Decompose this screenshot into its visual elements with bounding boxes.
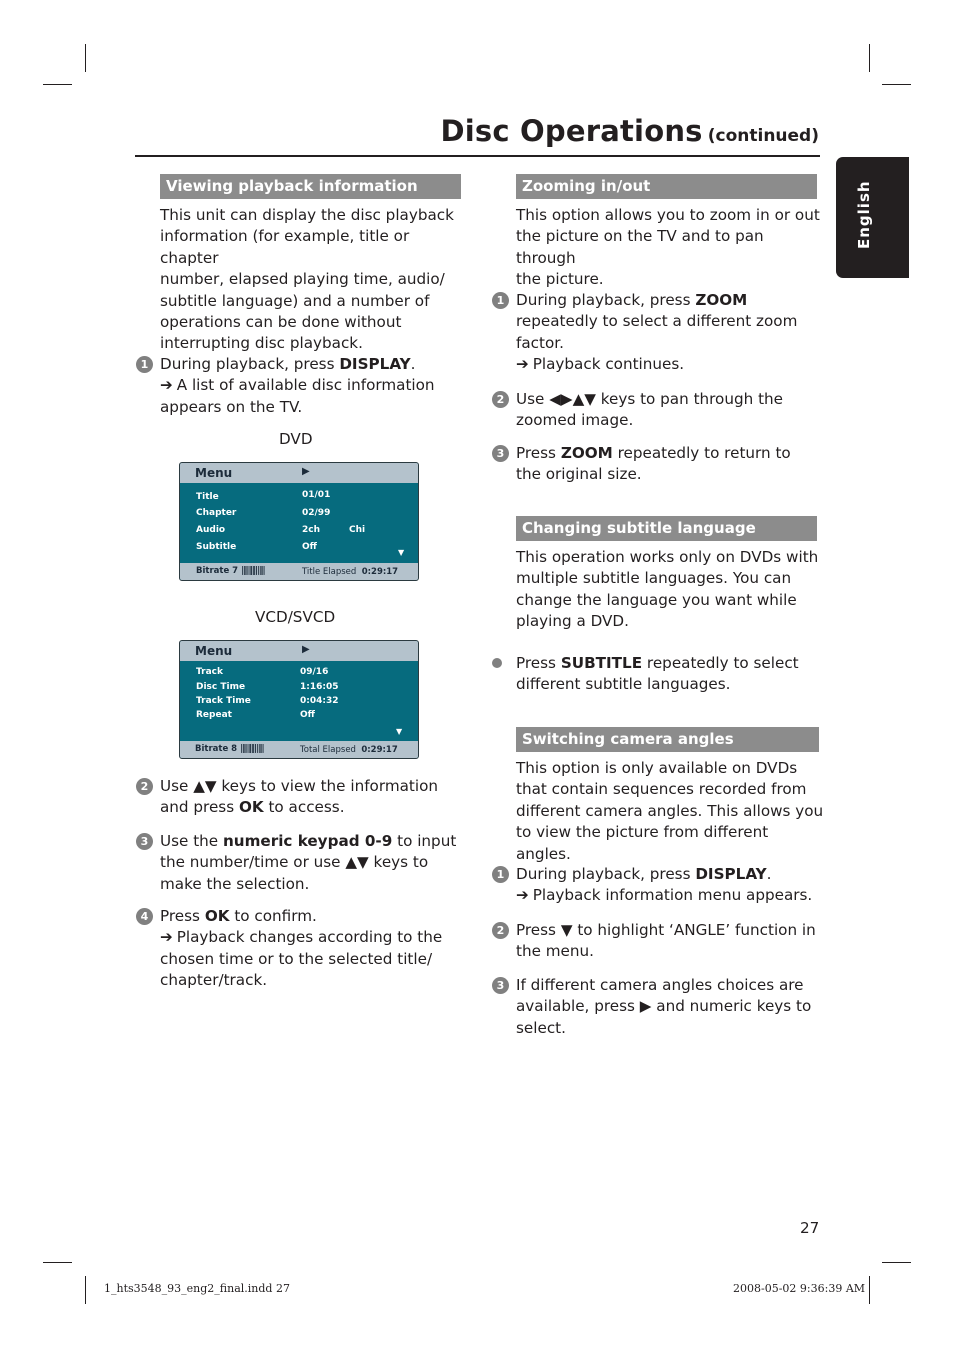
angles-step-3: If different camera angles choices are available, press ▶ and numeric keys to select. — [516, 976, 812, 1037]
step-number: 1 — [492, 292, 509, 309]
screen-row-value: 09/16 — [300, 667, 329, 677]
arrow-keys-icon: ◀▶▲▼ — [549, 390, 596, 408]
step-number: 3 — [136, 833, 153, 850]
viewing-step-1: During playback, press DISPLAY. ➔ A list of available disc information appears on the TV. — [160, 355, 435, 416]
screen-row-label: Audio — [196, 525, 226, 535]
screen-row-extra: Chi — [349, 525, 366, 535]
crop-mark — [85, 44, 86, 72]
crop-mark — [869, 1276, 870, 1304]
subtitle-intro: This operation works only on DVDs with multiple subtitle languages. You can change the language you want while playing a DVD. — [516, 548, 819, 631]
screen-row-label: Chapter — [196, 508, 237, 518]
vcd-info-screen — [179, 640, 419, 759]
crop-mark — [882, 1262, 911, 1263]
bitrate-meter-icon: |‖|‖‖||‖| — [241, 566, 265, 576]
page-number: 27 — [800, 1219, 820, 1237]
screen-row-value: 1:16:05 — [300, 682, 339, 692]
screen-header-bar — [180, 641, 418, 661]
viewing-step-4: Press OK to confirm. ➔ Playback changes according to the chosen time or to the selected title/ chapter/track. — [160, 907, 443, 990]
step-number: 3 — [492, 977, 509, 994]
step-number: 3 — [492, 445, 509, 462]
crop-mark — [869, 44, 870, 72]
zoom-step-1: During playback, press ZOOM repeatedly to select a different zoom factor. ➔ Playback continues. — [516, 291, 798, 374]
step-number: 4 — [136, 908, 153, 925]
screen-row-value: 2ch — [302, 525, 321, 535]
down-key-icon: ▼ — [560, 921, 573, 939]
step-number: 2 — [492, 391, 509, 408]
crop-mark — [85, 1276, 86, 1304]
section-heading-angles: Switching camera angles — [516, 727, 819, 752]
dvd-label: DVD — [279, 430, 313, 448]
page-title — [440, 114, 819, 148]
result-arrow-icon: ➔ — [160, 376, 173, 395]
bitrate-meter-icon: |‖|‖‖||‖| — [240, 744, 264, 754]
result-arrow-icon: ➔ — [516, 886, 529, 905]
step-number: 1 — [492, 866, 509, 883]
screen-footer-bar: Bitrate 8 |‖|‖‖||‖| Total Elapsed 0:29:17 — [180, 741, 418, 758]
language-tab-label: English — [855, 180, 873, 249]
scroll-down-icon: ▼ — [396, 727, 403, 736]
up-down-keys-icon: ▲▼ — [193, 777, 217, 795]
screen-row-value: Off — [300, 710, 315, 720]
viewing-step-2: Use ▲▼ keys to view the information and press OK to access. — [160, 777, 439, 817]
play-icon: ▶ — [302, 466, 310, 477]
screen-row-value: 0:04:32 — [300, 696, 339, 706]
screen-row-label: Title — [196, 492, 219, 502]
screen-row-label: Track — [196, 667, 223, 677]
viewing-step-3: Use the numeric keypad 0-9 to input the number/time or use ▲▼ keys to make the selection. — [160, 832, 457, 893]
subtitle-bullet: Press SUBTITLE repeatedly to select different subtitle languages. — [516, 654, 799, 694]
page-title-suffix: (continued) — [707, 126, 819, 146]
screen-row-label: Subtitle — [196, 542, 237, 552]
footer-filename: 1_hts3548_93_eng2_final.indd 27 — [104, 1282, 290, 1295]
footer-timestamp: 2008-05-02 9:36:39 AM — [733, 1282, 866, 1295]
screen-row-label: Track Time — [196, 696, 251, 706]
screen-row-value: Off — [302, 542, 317, 552]
step-number: 2 — [492, 922, 509, 939]
zoom-step-2: Use ◀▶▲▼ keys to pan through the zoomed image. — [516, 390, 783, 430]
angles-intro: This option is only available on DVDs that contain sequences recorded from different camera angles. This allows you to view the picture from different angles. — [516, 759, 824, 863]
screen-row-label: Disc Time — [196, 682, 246, 692]
crop-mark — [43, 84, 72, 85]
result-arrow-icon: ➔ — [516, 355, 529, 374]
play-icon: ▶ — [302, 644, 310, 655]
angles-step-1: During playback, press DISPLAY. ➔ Playback information menu appears. — [516, 865, 813, 905]
result-arrow-icon: ➔ — [160, 928, 173, 947]
step-number: 1 — [136, 356, 153, 373]
screen-header-bar — [180, 463, 418, 483]
screen-row-value: 01/01 — [302, 490, 331, 500]
section-heading-zoom: Zooming in/out — [516, 174, 817, 199]
step-number: 2 — [136, 778, 153, 795]
bullet-icon — [492, 658, 502, 668]
angles-step-2: Press ▼ to highlight ‘ANGLE’ function in the menu. — [516, 921, 816, 961]
vcd-label: VCD/SVCD — [255, 608, 336, 626]
scroll-down-icon: ▼ — [398, 548, 405, 557]
zoom-intro: This option allows you to zoom in or out the picture on the TV and to pan through the picture. — [516, 206, 820, 289]
screen-menu-label: Menu — [195, 644, 233, 658]
up-down-keys-icon: ▲▼ — [345, 853, 369, 872]
zoom-step-3: Press ZOOM repeatedly to return to the original size. — [516, 444, 791, 484]
page-title-main: Disc Operations — [440, 114, 703, 148]
dvd-info-screen — [179, 462, 419, 581]
screen-menu-label: Menu — [195, 466, 233, 480]
language-tab — [836, 157, 909, 278]
section-heading-subtitle: Changing subtitle language — [516, 516, 817, 541]
screen-row-value: 02/99 — [302, 508, 331, 518]
screen-footer-bar: Bitrate 7 |‖|‖‖||‖| Title Elapsed 0:29:17 — [180, 563, 418, 580]
viewing-intro: This unit can display the disc playback information (for example, title or chapter number, elapsed playing time, audio/ subtitle language) and a number of operations can be done without interrupting disc playback. — [160, 206, 454, 353]
crop-mark — [882, 84, 911, 85]
screen-row-label: Repeat — [196, 710, 232, 720]
right-key-icon: ▶ — [639, 997, 652, 1016]
title-rule — [135, 155, 820, 157]
section-heading-viewing: Viewing playback information — [160, 174, 461, 199]
crop-mark — [43, 1262, 72, 1263]
